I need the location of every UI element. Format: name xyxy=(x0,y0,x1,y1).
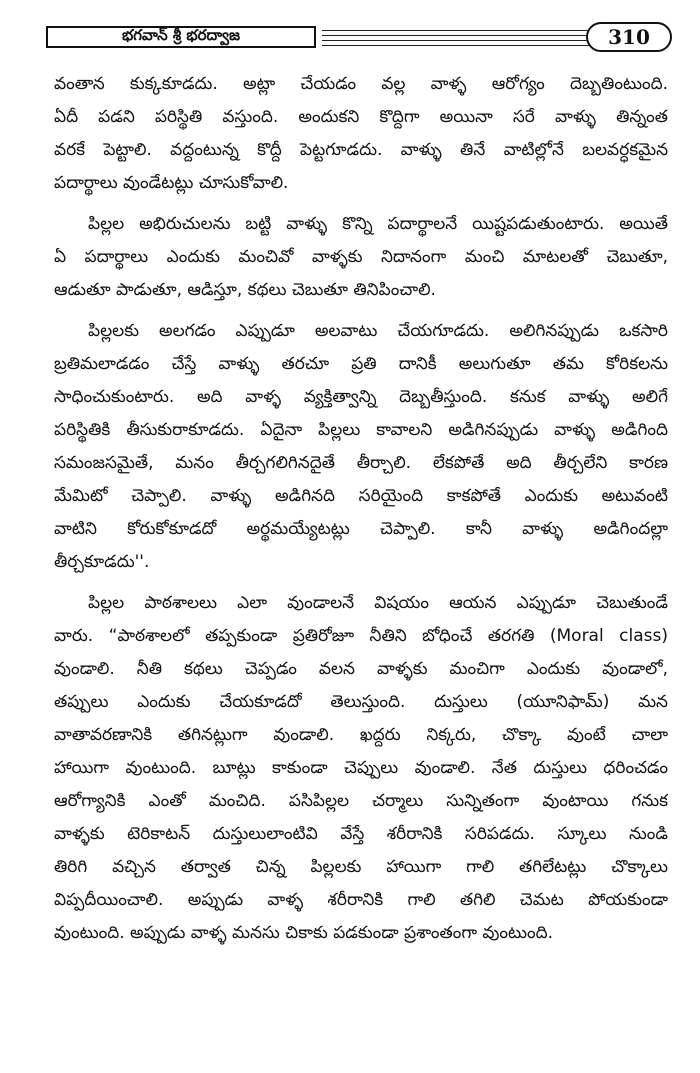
text-line: హాయిగా వుంటుంది. బూట్లు కాకుండా చెప్పులు వుండాలి. నేత దుస్తులు ధరించడం xyxy=(54,758,668,778)
paragraph-4 xyxy=(54,587,668,950)
paragraph-1 xyxy=(54,68,668,200)
text-line: పరిస్థితికి తీసుకురాకూడదు. ఏదైనా పిల్లలు కావాలని అడిగినప్పుడు వాళ్ళు అడిగింది xyxy=(54,420,668,440)
text-line: వాటిని కోరుకోకూడదో అర్థమయ్యేటట్లు చెప్పాలి. కానీ వాళ్ళు అడిగిందల్లా xyxy=(54,519,668,539)
text-line: వుంటుంది. అప్పుడు వాళ్ళ మనసు చికాకు పడకుండా ప్రశాంతంగా వుంటుంది. xyxy=(54,923,554,943)
text-line: వాతావరణానికి తగినట్లుగా వుండాలి. ఖద్దరు నిక్కరు, చొక్కా వుంటే చాలా xyxy=(54,725,668,745)
text-line: వరకే పెట్టాలి. వద్దంటున్న కొద్దీ పెట్టగూడదు. వాళ్ళు తినే వాటిల్లోనే బలవర్ధకమైన xyxy=(54,140,668,160)
text-line: తప్పులు ఎందుకు చేయకూడదో తెలుస్తుంది. దుస్తులు (యూనిఫామ్) మన xyxy=(54,692,668,712)
text-line: పిల్లల అభిరుచులను బట్టి వాళ్ళు కొన్ని పదార్థాలనే యిష్టపడుతుంటారు. అయితే xyxy=(88,214,668,234)
text-line: వంతాన కుక్కకూడదు. అట్లా చేయడం వల్ల వాళ్ళ ఆరోగ్యం దెబ్బతింటుంది. xyxy=(54,74,668,94)
page-body xyxy=(54,68,668,958)
text-line: వారు. “పాఠశాలలో తప్పకుండా ప్రతిరోజూ నీతిని బోధించే తరగతి (Moral class) xyxy=(54,626,668,646)
text-line: వాళ్ళకు టెరికాటన్ దుస్తులులాంటివి వేస్తే శరీరానికి సరిపడదు. స్కూలు నుండి xyxy=(54,824,668,844)
paragraph-2 xyxy=(54,208,668,307)
text-line: తిరిగి వచ్చిన తర్వాత చిన్న పిల్లలకు హాయిగా గాలి తగిలేటట్లు చొక్కాలు xyxy=(54,857,668,877)
text-line: పదార్థాలు వుండేటట్లు చూసుకోవాలి. xyxy=(54,173,289,193)
page-number: 310 xyxy=(586,22,672,52)
book-title: భగవాన్ శ్రీ భరద్వాజ xyxy=(46,26,316,48)
text-line: సాధించుకుంటారు. అది వాళ్ళ వ్యక్తిత్వాన్ని దెబ్బతీస్తుంది. కనుక వాళ్ళు అలిగే xyxy=(54,387,668,407)
text-line: విప్పదీయించాలి. అప్పుడు వాళ్ళ శరీరానికి గాలి తగిలి చెమట పోయకుండా xyxy=(54,890,668,910)
text-line: బ్రతిమలాడడం చేస్తే వాళ్ళు తరచూ ప్రతి దానికీ అలుగుతూ తమ కోరికలను xyxy=(54,354,668,374)
paragraph-3 xyxy=(54,315,668,579)
text-line: ఆడుతూ పాడుతూ, ఆడిస్తూ, కథలు చెబుతూ తినిపించాలి. xyxy=(54,280,436,300)
text-line: మేమిటో చెప్పాలి. వాళ్ళు అడిగినది సరియైంది కాకపోతే ఎందుకు అటువంటి xyxy=(54,486,668,506)
text-line: ఆరోగ్యానికి ఎంతో మంచిది. పసిపిల్లల చర్మాలు సున్నితంగా వుంటాయి గనుక xyxy=(54,791,668,811)
text-line: పిల్లలకు అలగడం ఎప్పుడూ అలవాటు చేయగూడదు. అలిగినప్పుడు ఒకసారి xyxy=(88,321,668,341)
text-line: ఏ పదార్థాలు ఎందుకు మంచివో వాళ్ళకు నిదానంగా మంచి మాటలతో చెబుతూ, xyxy=(54,247,668,267)
text-line: వుండాలి. నీతి కథలు చెప్పడం వలన వాళ్ళకు మంచిగా ఎందుకు వుండాలో, xyxy=(54,659,668,679)
header-rules xyxy=(322,27,622,48)
text-line: సమంజసమైతే, మనం తీర్చగలిగినదైతే తీర్చాలి. లేకపోతే అది తీర్చలేని కారణ xyxy=(54,453,668,473)
running-header xyxy=(46,22,672,54)
text-line: తీర్చకూడదు''. xyxy=(54,552,150,572)
text-line: ఏదీ పడని పరిస్థితి వస్తుంది. అందుకని కొద్దిగా అయినా సరే వాళ్ళు తిన్నంత xyxy=(54,107,668,127)
text-line: పిల్లల పాఠశాలలు ఎలా వుండాలనే విషయం ఆయన ఎప్పుడూ చెబుతుండే xyxy=(88,593,668,613)
